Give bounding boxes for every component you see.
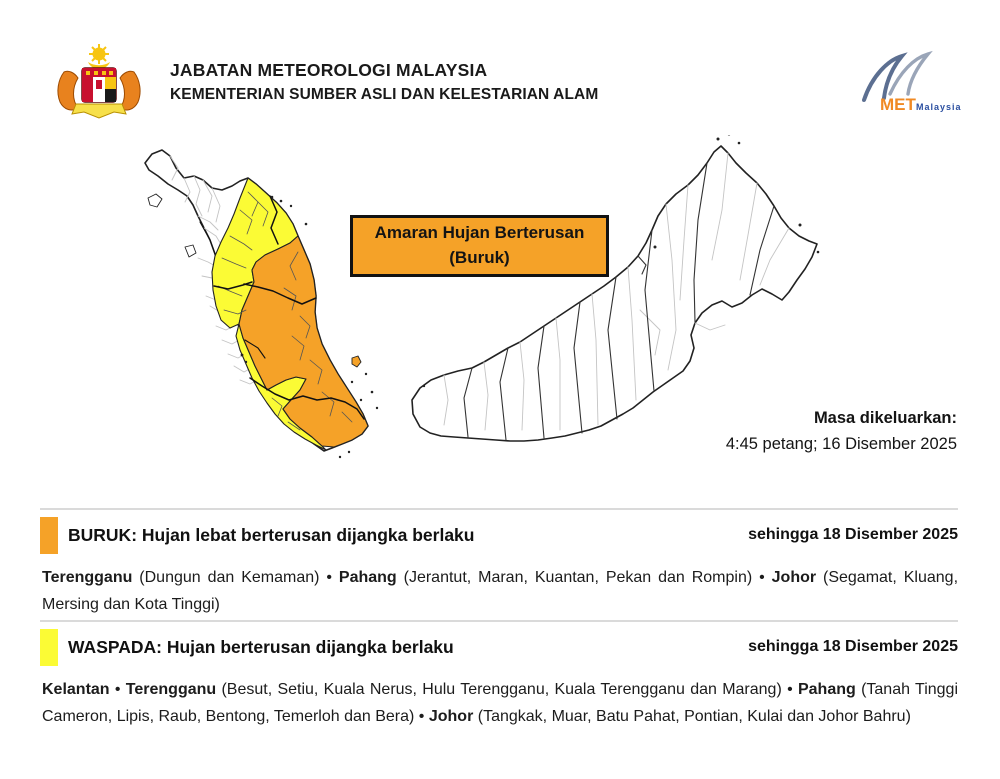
banner-line1: Amaran Hujan Berterusan: [374, 223, 585, 243]
waspada-color-swatch: [40, 629, 58, 666]
banner-line2: (Buruk): [449, 248, 510, 267]
met-malaysia-logo: [850, 48, 970, 122]
agency-name: JABATAN METEOROLOGI MALAYSIA: [170, 60, 488, 80]
waspada-header-row: [40, 627, 958, 667]
met-logo-subtext: Malaysia: [916, 102, 962, 112]
malaysia-map: [120, 135, 988, 477]
buruk-header-row: [40, 515, 958, 555]
waspada-heading: WASPADA: Hujan berterusan dijangka berlaku: [68, 636, 454, 657]
buruk-valid-until: sehingga 18 Disember 2025: [748, 526, 958, 543]
waspada-areas-text: Kelantan • Terengganu (Besut, Setiu, Kuala Nerus, Hulu Terengganu, Kuala Terengganu dan Marang) • Pahang (Tanah Tinggi Cameron, Lipis, Raub, Bentong, Temerloh dan Bera) • Johor (Tangkak, Muar, Batu Pahat, Pontian, Kulai dan Johor Bahru): [42, 681, 958, 726]
ministry-name: KEMENTERIAN SUMBER ASLI DAN KELESTARIAN ALAM: [170, 86, 599, 103]
issued-value: 4:45 petang; 16 Disember 2025: [725, 435, 957, 454]
waspada-valid-until: sehingga 18 Disember 2025: [748, 638, 958, 655]
buruk-heading: BURUK: Hujan lebat berterusan dijangka berlaku: [68, 524, 475, 545]
section-divider: [40, 620, 958, 622]
issued-time: [726, 405, 957, 458]
warning-section-buruk: [40, 508, 958, 618]
header: [52, 42, 598, 124]
buruk-region: [239, 236, 368, 447]
buruk-areas-text: Terengganu (Dungun dan Kemaman) • Pahang (Jerantut, Maran, Kuantan, Pekan dan Rompin) • Johor (Segamat, Kluang, Mersing dan Kota Tinggi): [42, 569, 959, 614]
section-divider: [40, 508, 958, 510]
met-logo-text: MET: [880, 95, 916, 114]
issued-label: Masa dikeluarkan:: [813, 409, 957, 427]
buruk-color-swatch: [40, 517, 58, 554]
warning-section-waspada: [40, 620, 958, 730]
agency-title-block: [170, 42, 598, 104]
warning-banner: [350, 215, 609, 277]
met-malaysia-wave-icon: [864, 54, 928, 100]
malaysia-coat-of-arms-icon: [52, 42, 146, 124]
